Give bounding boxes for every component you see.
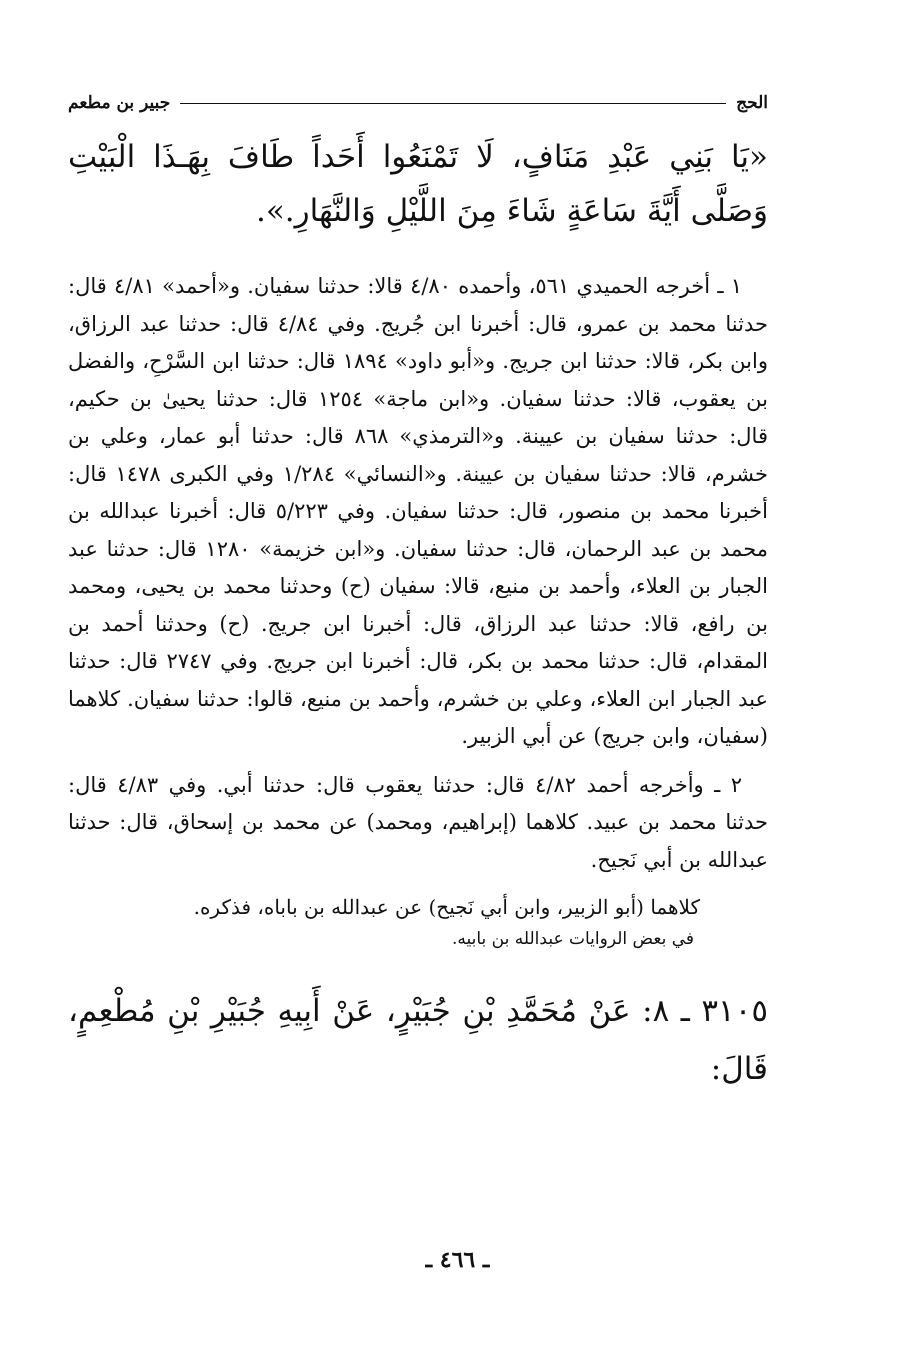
section-title: جبير بن مطعم — [68, 93, 171, 113]
running-header — [68, 88, 768, 118]
hadith-text: «يَا بَنِي عَبْدِ مَنَافٍ، لَا تَمْنَعُوا أَحَداً طَافَ بِهَـذَا الْبَيْتِ وَصَلَّى أَيَّةَ سَاعَةٍ شَاءَ مِنَ اللَّيْلِ وَالنَّهَارِ.». — [68, 139, 768, 229]
header-rule — [180, 103, 726, 104]
page-number: ـ ٤٦٦ ـ — [425, 1247, 490, 1273]
variant-note: في بعض الروايات عبدالله بن بابيه. — [451, 929, 694, 949]
footnote-2: ٢ ـ وأخرجه أحمد ٤/٨٢ قال: حدثنا يعقوب قال: حدثنا أبي. وفي ٤/٨٣ قال: حدثنا محمد بن عبيد. كلاهما (إبراهيم، ومحمد) عن محمد بن إسحاق، قال: حدثنا عبدالله بن أبي نَجيح. — [68, 772, 768, 872]
book-page — [68, 88, 768, 1098]
footnotes — [68, 268, 768, 879]
summary-line: كلاهما (أبو الزبير، وابن أبي نَجيح) عن عبدالله بن باباه، فذكره. — [193, 895, 700, 919]
chapter-title: الحج — [736, 93, 768, 113]
footnote-1: ١ ـ أخرجه الحميدي ٥٦١، وأحمده ٤/٨٠ قالا: حدثنا سفيان. و«أحمد» ٤/٨١ قال: حدثنا محمد بن عمرو، قال: أخبرنا ابن جُريج. وفي ٤/٨٤ قال: حدثنا عبد الرزاق، وابن بكر، قالا: حدثنا ابن جريج. و«أبو داود» ١٨٩٤ قال: حدثنا ابن السَّرْحِ، والفضل بن يعقوب، قالا: حدثنا سفيان. و«ابن ماجة» ١٢٥٤ قال: حدثنا يحيىٰ بن حكيم، قال: حدثنا سفيان بن عيينة. و«الترمذي» ٨٦٨ قال: حدثنا أبو عمار، وعلي بن خشرم، قالا: حدثنا سفيان بن عيينة. و«النسائي» ١/٢٨٤ وفي الكبرى ١٤٧٨ قال: أخبرنا محمد بن منصور، قال: حدثنا سفيان. وفي ٥/٢٢٣ قال: أخبرنا عبدالله بن محمد بن عبد الرحمان، قال: حدثنا سفيان. و«ابن خزيمة» ١٢٨٠ قال: حدثنا عبد الجبار بن العلاء، وأحمد بن منيع، قالا: سفيان (ح) وحدثنا محمد بن يحيى، ومحمد بن رافع، قالا: حدثنا عبد الرزاق، قال: أخبرنا ابن جريج. (ح) وحدثنا أحمد بن المقدام، قال: حدثنا محمد بن بكر، قال: أخبرنا ابن جريج. وفي ٢٧٤٧ قال: حدثنا عبد الجبار ابن العلاء، وعلي بن خشرم، وأحمد بن منيع، قالوا: حدثنا سفيان. كلاهما (سفيان، وابن جريج) عن أبي الزبير. — [68, 274, 768, 748]
next-hadith-heading: ٣١٠٥ ـ ٨: عَنْ مُحَمَّدِ بْنِ جُبَيْرٍ، عَنْ أَبِيهِ جُبَيْرِ بْنِ مُطْعِمٍ، قَالَ: — [68, 993, 768, 1087]
isnad-summary — [68, 890, 768, 954]
